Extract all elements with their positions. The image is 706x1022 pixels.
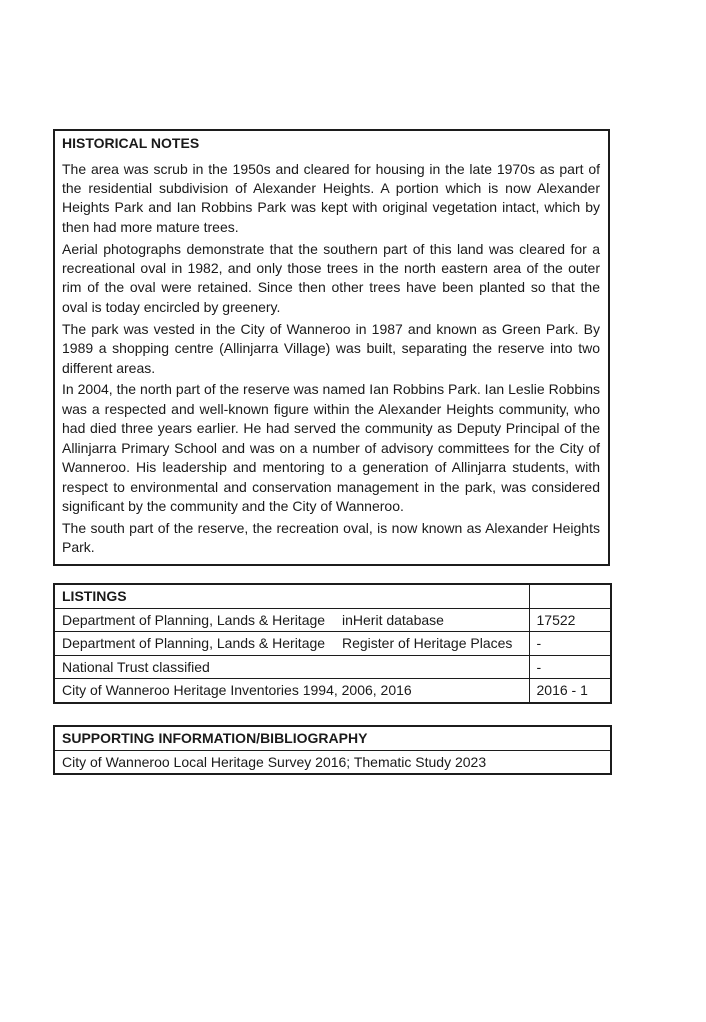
supporting-info-body: City of Wanneroo Local Heritage Survey 2016; Thematic Study 2023 — [54, 750, 611, 774]
listings-header-value-cell — [529, 584, 611, 608]
historical-notes-paragraph: Aerial photographs demonstrate that the southern part of this land was cleared for a recreational oval in 1982, and only those trees in the north eastern area of the outer rim of the oval were retained. Since then other trees have been planted so that the oval is today encircled by greenery. — [62, 240, 600, 315]
listings-organisation: Department of Planning, Lands & Heritage — [62, 635, 326, 652]
supporting-info-row — [54, 750, 611, 774]
listings-cell-value: 17522 — [529, 608, 611, 632]
listings-organisation: National Trust classified — [62, 658, 210, 675]
listings-row — [54, 679, 611, 703]
historical-notes-title: HISTORICAL NOTES — [62, 135, 200, 151]
historical-notes-paragraph: In 2004, the north part of the reserve was named Ian Robbins Park. Ian Leslie Robbins was a respected and well-known figure within the Alexander Heights community, who had died three years earlier. He had served the community as Deputy Principal of the Allinjarra Primary School and was on a number of advisory committees for the City of Wanneroo. His leadership and mentoring to a generation of Allinjarra students, with respect to environmental and conservation management in the park, was considered significant by the community and the City of Wanneroo. — [62, 381, 600, 514]
listings-row — [54, 608, 611, 632]
listings-cell-value: - — [529, 655, 611, 679]
supporting-info-table — [53, 725, 612, 775]
listings-cell-description — [54, 608, 529, 632]
listings-cell-description — [54, 655, 529, 679]
listings-cell-value: 2016 - 1 — [529, 679, 611, 703]
historical-notes-paragraph: The area was scrub in the 1950s and cleared for housing in the late 1970s as part of the residential subdivision of Alexander Heights. A portion which is now Alexander Heights Park and Ian Robbins Park was kept with original vegetation intact, which by then had more mature trees. — [62, 160, 600, 235]
historical-notes-section — [53, 129, 610, 566]
listings-cell-value: - — [529, 632, 611, 656]
historical-notes-paragraph: The park was vested in the City of Wanneroo in 1987 and known as Green Park. By 1989 a shopping centre (Allinjarra Village) was built, separating the reserve into two different areas. — [62, 320, 600, 376]
supporting-info-header-row — [54, 726, 611, 750]
listings-cell-description — [54, 632, 529, 656]
listings-organisation: Department of Planning, Lands & Heritage — [62, 611, 326, 628]
supporting-info-title: SUPPORTING INFORMATION/BIBLIOGRAPHY — [54, 726, 611, 750]
listings-title: LISTINGS — [54, 584, 529, 608]
listings-register: inHerit database — [342, 611, 444, 628]
listings-table — [53, 583, 612, 704]
listings-organisation: City of Wanneroo Heritage Inventories 1994, 2006, 2016 — [62, 682, 412, 699]
listings-row — [54, 655, 611, 679]
listings-cell-description — [54, 679, 529, 703]
listings-register: Register of Heritage Places — [342, 635, 513, 652]
listings-row — [54, 632, 611, 656]
historical-notes-paragraph: The south part of the reserve, the recreation oval, is now known as Alexander Heights Park. — [62, 519, 600, 556]
listings-header-row — [54, 584, 611, 608]
